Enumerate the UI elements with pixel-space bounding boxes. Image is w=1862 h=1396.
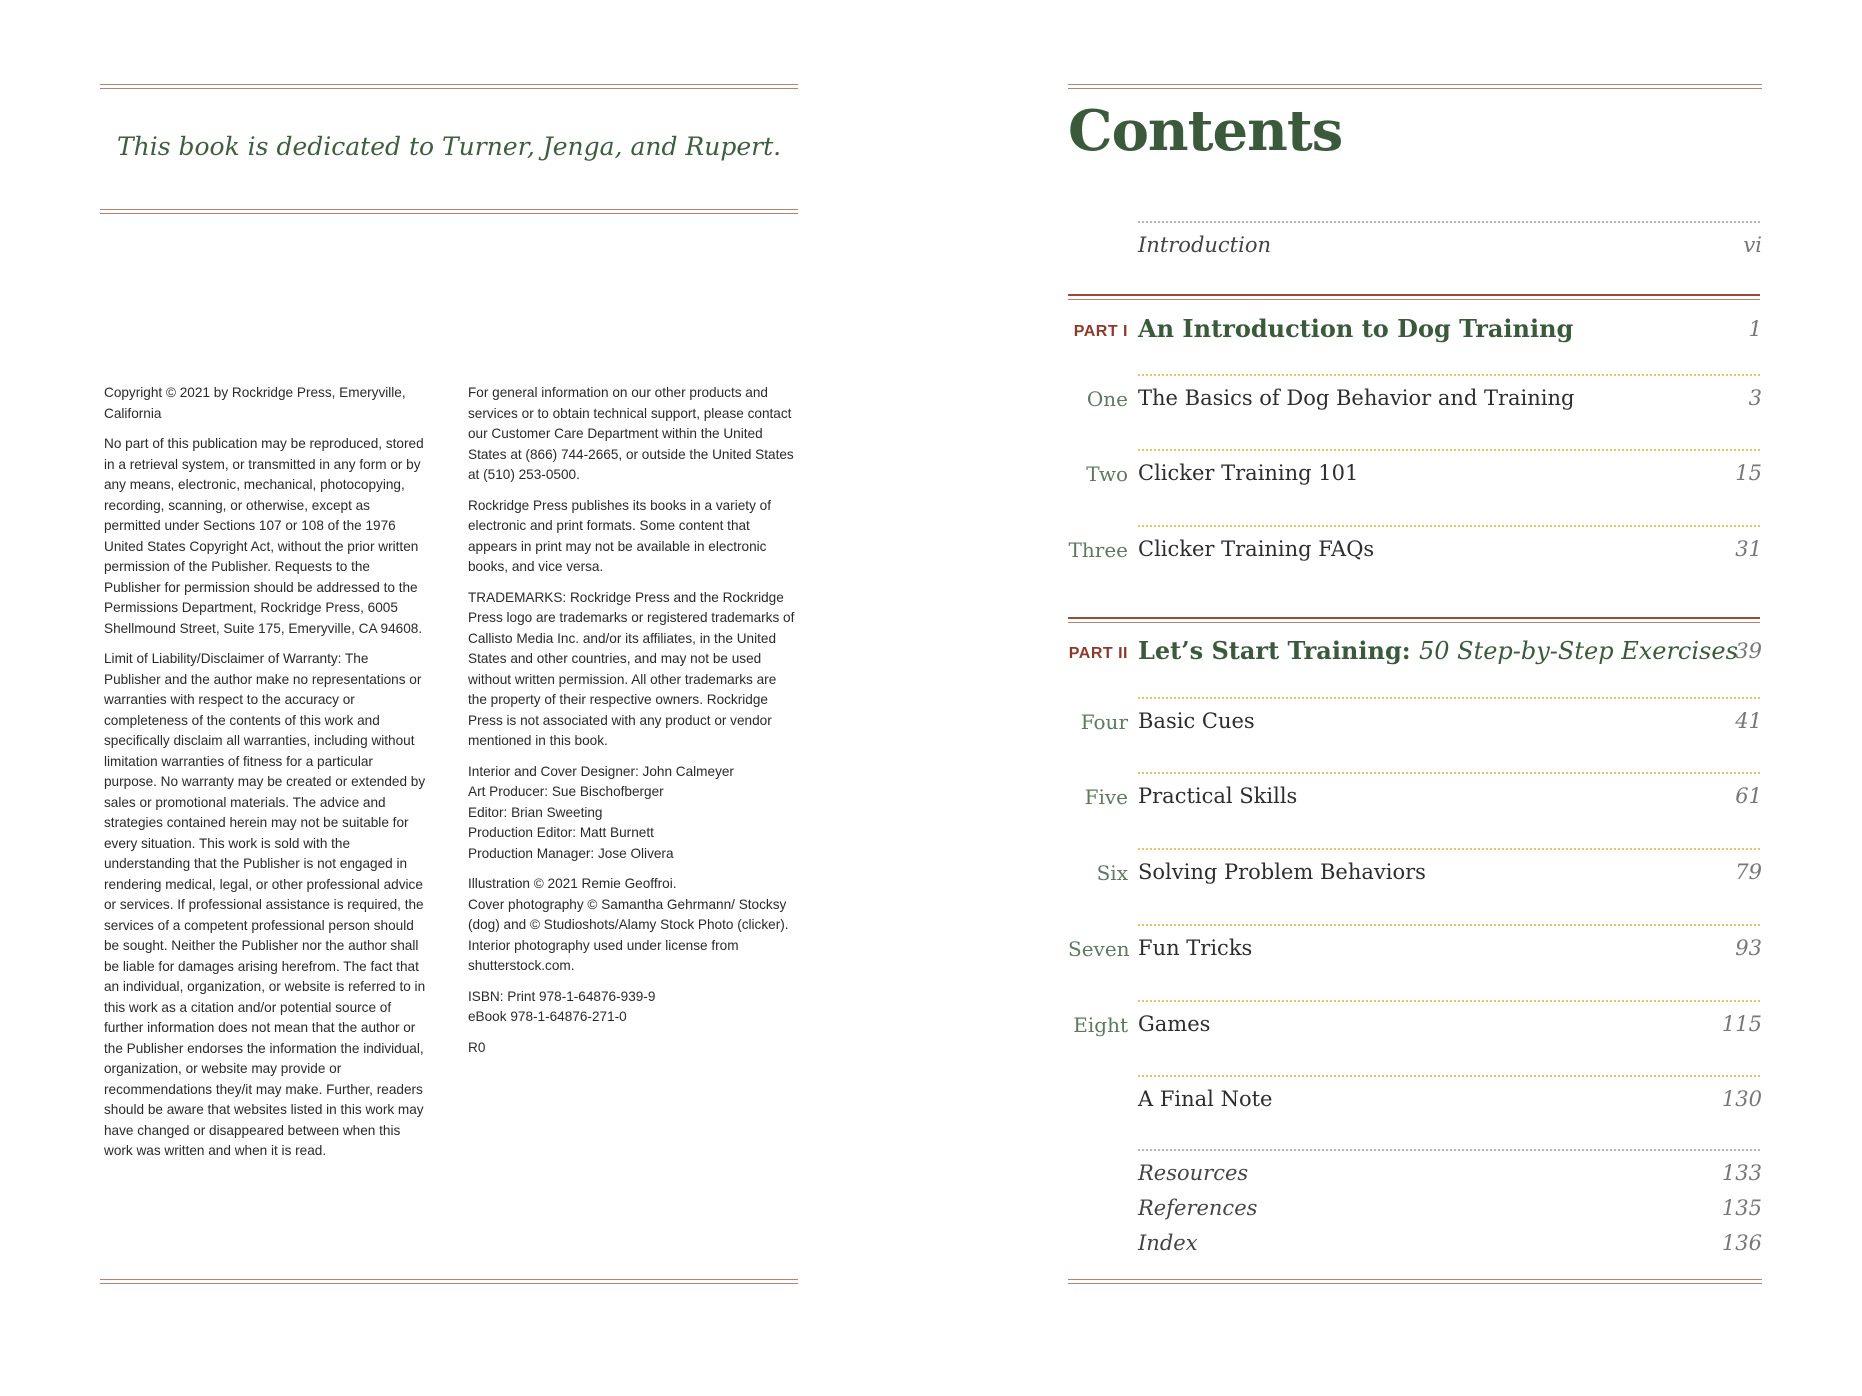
copyright-paragraph: For general information on our other products and services or to obtain technical support, please contact our Customer Care Department within the United States at (866) 744-2665, or outside the United States at (510) 253-0500.: [468, 385, 794, 482]
toc-entry-resources[interactable]: [1068, 1158, 1762, 1192]
toc-entry-index[interactable]: [1068, 1228, 1762, 1262]
toc-entry-page: 79: [1735, 860, 1762, 884]
credit-line: Art Producer: Sue Bischofberger: [468, 784, 664, 799]
credit-line: Interior and Cover Designer: John Calmeyer: [468, 763, 734, 779]
toc-chapter-three[interactable]: [1068, 534, 1762, 568]
copyright-paragraph: Rockridge Press publishes its books in a variety of electronic and print formats. Some content that appears in print may not be available in electronic books, and vice versa.: [468, 497, 771, 574]
bottom-rule-right: [1068, 1279, 1762, 1284]
part-title: [1138, 636, 1738, 665]
chapter-title: Solving Problem Behaviors: [1138, 860, 1426, 884]
toc-entry-page: 115: [1721, 1012, 1762, 1036]
credit-line: Illustration © 2021 Remie Geoffroi.: [468, 876, 677, 891]
toc-entry-page: 61: [1735, 784, 1762, 808]
toc-chapter-four[interactable]: [1068, 706, 1762, 740]
dotted-divider: [1138, 1075, 1760, 1077]
toc-chapter-five[interactable]: [1068, 781, 1762, 815]
part-subtitle: 50 Step-by-Step Exercises: [1418, 637, 1738, 665]
credit-line: Production Editor: Matt Burnett: [468, 825, 654, 840]
chapter-title: Basic Cues: [1138, 709, 1255, 733]
toc-chapter-one[interactable]: [1068, 383, 1762, 417]
toc-entry-page: 39: [1735, 639, 1762, 663]
toc-entry-page: 41: [1735, 709, 1762, 733]
chapter-title: Clicker Training 101: [1138, 461, 1359, 485]
dotted-divider: [1138, 374, 1760, 376]
part-label: PART I: [1073, 323, 1128, 340]
chapter-title: Games: [1138, 1012, 1211, 1036]
chapter-number: Three: [1068, 538, 1128, 562]
toc-chapter-eight[interactable]: [1068, 1009, 1762, 1043]
toc-entry-title: References: [1138, 1196, 1258, 1220]
toc-entry-page: 1: [1748, 317, 1762, 341]
part-rule: [1068, 617, 1760, 623]
dedication-rule: [100, 209, 798, 214]
dotted-divider: [1138, 525, 1760, 527]
credit-line: Production Manager: Jose Olivera: [468, 845, 674, 861]
part-label: PART II: [1068, 645, 1128, 662]
dotted-divider: [1138, 924, 1760, 926]
toc-entry-final-note[interactable]: [1068, 1084, 1762, 1118]
chapter-number: Seven: [1068, 937, 1130, 961]
copyright-paragraph: No part of this publication may be reproduced, stored in a retrieval system, or transmitted in any form or by any means, electronic, mechanical, photocopying, recording, scanning, or otherwise, except as permitted under Sections 107 or 108 of the 1976 United States Copyright Act, without the prior written permission of the Publisher. Requests to the Publisher for permission should be addressed to the Permissions Department, Rockridge Press, 6005 Shellmound Street, Suite 175, Emeryville, CA 94608.: [104, 436, 424, 636]
isbn-line: eBook 978-1-64876-271-0: [468, 1009, 627, 1024]
copyright-paragraph: Limit of Liability/Disclaimer of Warranty: The Publisher and the author make no representations or warranties with respect to the accuracy or completeness of the contents of this work and specifically disclaim all warranties, including without limitation warranties of fitness for a particular purpose. No warranty may be created or extended by sales or promotional materials. The advice and strategies contained herein may not be suitable for every situation. This work is sold with the understanding that the Publisher is not engaged in rendering medical, legal, or other professional advice or services. If professional assistance is required, the services of a competent professional person should be sought. Neither the Publisher nor the author shall be liable for damages arising herefrom. The fact that an individual, organization, or website is referred to in this work as a citation and/or potential source of further information does not mean that the author or the Publisher endorses the information the individual, organization, or website may provide or recommendations they/it may make. Further, readers should be aware that websites listed in this work may have changed or disappeared between when this work was written and when it is read.: [104, 651, 426, 1158]
printing-code: R0: [468, 1039, 486, 1055]
contents-title: Contents: [1068, 98, 1343, 164]
chapter-number: Six: [1096, 861, 1128, 885]
copyright-column-left: [104, 383, 426, 1172]
copyright-paragraph: TRADEMARKS: Rockridge Press and the Rockridge Press logo are trademarks or registered trademarks of Callisto Media Inc. and/or its affiliates, in the United States and other countries, and may not be used without written permission. All other trademarks are the property of their respective owners. Rockridge Press is not associated with any product or vendor mentioned in this book.: [468, 589, 795, 748]
toc-entry-page: 93: [1735, 936, 1762, 960]
credit-line: Cover photography © Samantha Gehrmann/ Stocksy (dog) and © Studioshots/Alamy Stock Photo (clicker). Interior photography used under license from shutterstock.com.: [468, 896, 789, 973]
toc-entry-page: 3: [1748, 386, 1762, 410]
dotted-divider: [1138, 1149, 1760, 1151]
toc-entry-title: A Final Note: [1138, 1087, 1273, 1111]
chapter-number: Five: [1084, 785, 1128, 809]
top-rule-right: [1068, 84, 1762, 89]
part-rule: [1068, 294, 1760, 300]
chapter-title: Fun Tricks: [1138, 936, 1253, 960]
copyright-paragraph: Copyright © 2021 by Rockridge Press, Emeryville, California: [104, 385, 406, 421]
dedication: This book is dedicated to Turner, Jenga, and Rupert.: [116, 132, 782, 161]
chapter-title: Clicker Training FAQs: [1138, 537, 1375, 561]
toc-entry-title: Resources: [1138, 1161, 1249, 1185]
chapter-number: Two: [1086, 462, 1128, 486]
toc-entry-page: 31: [1735, 537, 1762, 561]
dotted-divider: [1138, 1000, 1760, 1002]
dotted-divider: [1138, 449, 1760, 451]
bottom-rule-left: [100, 1279, 798, 1284]
dotted-divider: [1138, 221, 1760, 223]
chapter-number: Four: [1080, 710, 1128, 734]
toc-entry-references[interactable]: [1068, 1193, 1762, 1227]
dotted-divider: [1138, 772, 1760, 774]
toc-chapter-seven[interactable]: [1068, 933, 1762, 967]
toc-entry-page: 136: [1721, 1231, 1762, 1255]
top-rule-left: [100, 84, 798, 89]
toc-entry-page: 135: [1721, 1196, 1762, 1220]
chapter-title: The Basics of Dog Behavior and Training: [1138, 386, 1575, 410]
toc-chapter-two[interactable]: [1068, 458, 1762, 492]
toc-chapter-six[interactable]: [1068, 857, 1762, 891]
toc-entry-title: Index: [1138, 1231, 1198, 1255]
chapter-title: Practical Skills: [1138, 784, 1298, 808]
isbn-line: ISBN: Print 978-1-64876-939-9: [468, 988, 656, 1004]
toc-part-2[interactable]: [1068, 636, 1762, 670]
toc-entry-page: 133: [1721, 1161, 1762, 1185]
chapter-number: One: [1086, 387, 1128, 411]
part-title-main: Let’s Start Training:: [1138, 636, 1411, 665]
toc-part-1[interactable]: [1068, 314, 1762, 348]
toc-entry-page: 15: [1735, 461, 1762, 485]
chapter-number: Eight: [1073, 1013, 1128, 1037]
copyright-column-right: [468, 383, 798, 1068]
credit-line: Editor: Brian Sweeting: [468, 804, 603, 820]
toc-entry-page: 130: [1721, 1087, 1762, 1111]
toc-entry-introduction[interactable]: [1068, 230, 1762, 264]
toc-entry-page: vi: [1743, 233, 1762, 257]
toc-entry-title: Introduction: [1138, 233, 1271, 257]
dotted-divider: [1138, 697, 1760, 699]
part-title: An Introduction to Dog Training: [1138, 314, 1574, 343]
dotted-divider: [1138, 848, 1760, 850]
